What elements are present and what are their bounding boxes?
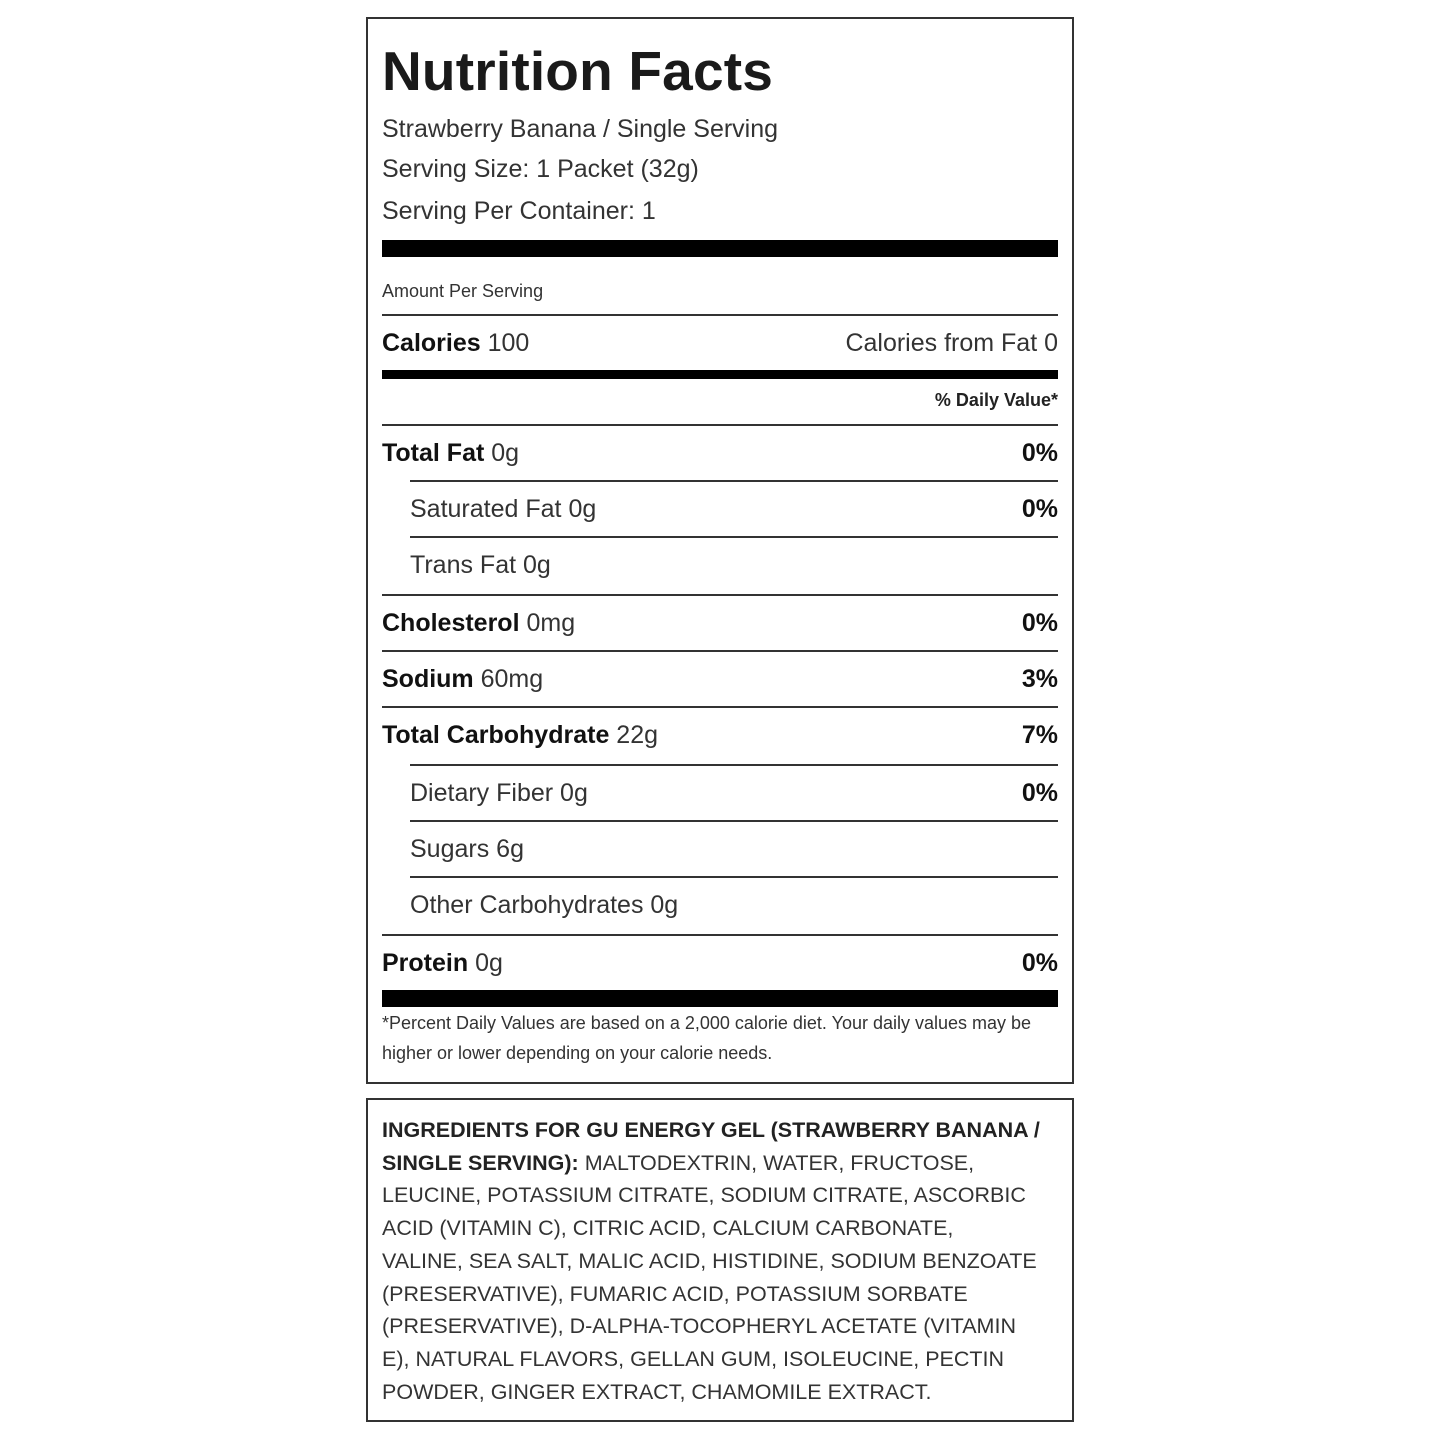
nutrient-label: Trans Fat [410, 551, 517, 579]
product-name: Strawberry Banana / Single Serving [382, 115, 779, 143]
divider [382, 314, 1058, 316]
divider [410, 480, 1058, 482]
daily-value-percent: 0% [1021, 949, 1058, 977]
daily-value-percent: 0% [1021, 439, 1058, 467]
daily-value-header: % Daily Value* [934, 390, 1058, 410]
nutrient-row-protein [382, 949, 1058, 989]
nutrient-label: Protein [382, 949, 469, 977]
thick-divider [382, 990, 1058, 1007]
nutrient-label: Other Carbohydrates [410, 891, 644, 919]
nutrient-row-sodium [382, 665, 1058, 705]
ingredients-heading: INGREDIENTS FOR GU ENERGY GEL (STRAWBERRY BANANA / SINGLE SERVING): [382, 1118, 1040, 1175]
nutrient-amount: 0g [568, 495, 597, 523]
nutrient-row-saturated-fat [382, 495, 1058, 535]
ingredients-panel [366, 1098, 1074, 1422]
servings-per-container: Serving Per Container: 1 [382, 197, 656, 225]
divider [410, 764, 1058, 766]
divider [382, 424, 1058, 426]
medium-divider [382, 370, 1058, 379]
nutrition-facts-panel [366, 17, 1074, 1084]
nutrient-label: Total Carbohydrate [382, 721, 610, 749]
divider [382, 650, 1058, 652]
daily-value-percent: 0% [1021, 779, 1058, 807]
amount-per-serving: Amount Per Serving [382, 281, 544, 301]
nutrient-row-sugars [382, 835, 1058, 875]
divider [410, 536, 1058, 538]
nutrient-label: Saturated Fat [410, 495, 562, 523]
nutrient-row-trans-fat [382, 551, 1058, 591]
nutrient-label: Cholesterol [382, 609, 520, 637]
nutrient-amount: 0mg [526, 609, 576, 637]
ingredients-text [382, 1114, 1040, 1408]
calories-value: 100 [487, 329, 530, 357]
divider [382, 706, 1058, 708]
nutrient-amount: 0g [523, 551, 551, 579]
divider [410, 876, 1058, 878]
nutrient-label: Total Fat [382, 439, 485, 467]
divider [410, 820, 1058, 822]
nutrient-row-total-carbohydrate [382, 721, 1058, 761]
calories-from-fat: Calories from Fat 0 [845, 329, 1058, 357]
daily-value-percent: 0% [1021, 495, 1058, 523]
nutrient-amount: 0g [650, 891, 679, 919]
nutrient-amount: 0g [560, 779, 588, 807]
daily-value-percent: 3% [1021, 665, 1058, 693]
divider [382, 934, 1058, 936]
daily-value-percent: 0% [1021, 609, 1058, 637]
thick-divider [382, 240, 1058, 257]
ingredients-list: MALTODEXTRIN, WATER, FRUCTOSE, LEUCINE, POTASSIUM CITRATE, SODIUM CITRATE, ASCORBIC ACID (VITAMIN C), CITRIC ACID, CALCIUM CARBONATE, VALINE, SEA SALT, MALIC ACID, HISTIDINE, SODIUM BENZOATE (PRESERVATIVE), FUMARIC ACID, POTASSIUM SORBATE (PRESERVATIVE), D-ALPHA-TOCOPHERYL ACETATE (VITAMIN E), NATURAL FLAVORS, GELLAN GUM, ISOLEUCINE, PECTIN POWDER, GINGER EXTRACT, CHAMOMILE EXTRACT. [382, 1150, 1037, 1404]
nutrition-facts-title: Nutrition Facts [382, 40, 774, 102]
nutrient-label: Sodium [382, 665, 474, 693]
serving-size: Serving Size: 1 Packet (32g) [382, 155, 699, 183]
nutrient-row-total-fat [382, 439, 1058, 479]
nutrient-label: Sugars [410, 835, 490, 863]
nutrient-amount: 0g [475, 949, 503, 977]
nutrient-row-dietary-fiber [382, 779, 1058, 819]
divider [382, 594, 1058, 596]
nutrient-amount: 22g [616, 721, 659, 749]
calories-label: Calories [382, 329, 481, 357]
nutrient-row-other-carbohydrates [382, 891, 1058, 931]
daily-value-footnote: *Percent Daily Values are based on a 2,000 calorie diet. Your daily values may be higher or lower depending on your calorie needs. [382, 1013, 1032, 1063]
nutrient-label: Dietary Fiber [410, 779, 554, 807]
calories-row [382, 329, 1058, 369]
nutrient-amount: 6g [496, 835, 524, 863]
nutrient-row-cholesterol [382, 609, 1058, 649]
nutrient-amount: 60mg [480, 665, 544, 693]
nutrient-amount: 0g [491, 439, 520, 467]
daily-value-percent: 7% [1021, 721, 1058, 749]
